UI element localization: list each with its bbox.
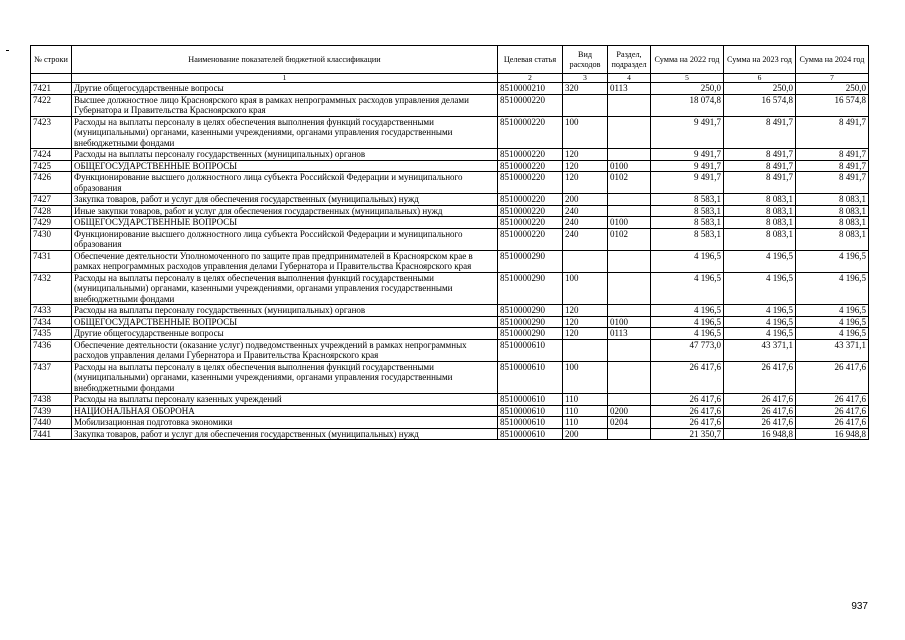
indicator-name: ОБЩЕГОСУДАРСТВЕННЫЕ ВОПРОСЫ — [72, 160, 498, 172]
row-number: 7431 — [31, 250, 72, 272]
section-code — [608, 272, 651, 305]
sum-2023: 4 196,5 — [724, 250, 796, 272]
section-code: 0102 — [608, 172, 651, 194]
row-number: 7423 — [31, 116, 72, 149]
sum-2022: 4 196,5 — [651, 272, 724, 305]
indicator-name: Функционирование высшего должностного лица субъекта Российской Федерации и муниципального образования — [72, 228, 498, 250]
row-number: 7434 — [31, 316, 72, 328]
expense-kind: 120 — [563, 305, 608, 317]
section-code — [608, 394, 651, 406]
sum-2024: 4 196,5 — [796, 316, 869, 328]
sum-2022: 4 196,5 — [651, 316, 724, 328]
row-number: 7429 — [31, 217, 72, 229]
expense-kind: 110 — [563, 417, 608, 429]
row-number: 7424 — [31, 149, 72, 161]
section-code: 0100 — [608, 316, 651, 328]
table-row — [31, 149, 869, 161]
row-number: 7422 — [31, 94, 72, 116]
sum-2024: 43 371,1 — [796, 339, 869, 361]
sum-2022: 9 491,7 — [651, 116, 724, 149]
indicator-name: Обеспечение деятельности Уполномоченного по защите прав предпринимателей в Красноярском крае в рамках непрограммных расходов управления делами Губернатора и Правительства Красноярского края — [72, 250, 498, 272]
section-code — [608, 339, 651, 361]
sum-2023: 26 417,6 — [724, 394, 796, 406]
sum-2023: 26 417,6 — [724, 361, 796, 394]
column-number: 1 — [72, 74, 498, 83]
indicator-name: Иные закупки товаров, работ и услуг для обеспечения государственных (муниципальных) нужд — [72, 205, 498, 217]
indicator-name: Расходы на выплаты персоналу государственных (муниципальных) органов — [72, 149, 498, 161]
sum-2022: 47 773,0 — [651, 339, 724, 361]
row-number: 7421 — [31, 83, 72, 95]
section-code: 0113 — [608, 328, 651, 340]
sum-2024: 16 948,8 — [796, 428, 869, 440]
target-article: 8510000290 — [498, 250, 563, 272]
target-article: 8510000220 — [498, 172, 563, 194]
table-row — [31, 172, 869, 194]
column-numbers-row — [31, 74, 869, 83]
row-number: 7432 — [31, 272, 72, 305]
indicator-name: Другие общегосударственные вопросы — [72, 328, 498, 340]
table-row — [31, 339, 869, 361]
expense-kind: 240 — [563, 205, 608, 217]
column-number — [31, 74, 72, 83]
expense-kind: 240 — [563, 217, 608, 229]
header-row — [31, 46, 869, 74]
sum-2022: 4 196,5 — [651, 250, 724, 272]
indicator-name: Мобилизационная подготовка экономики — [72, 417, 498, 429]
indicator-name: Обеспечение деятельности (оказание услуг) подведомственных учреждений в рамках непрограммных расходов управления делами Губернатора и Правительства Красноярского края — [72, 339, 498, 361]
indicator-name: Функционирование высшего должностного лица субъекта Российской Федерации и муниципального образования — [72, 172, 498, 194]
table-row — [31, 116, 869, 149]
target-article: 8510000290 — [498, 305, 563, 317]
table-row — [31, 194, 869, 206]
row-number: 7441 — [31, 428, 72, 440]
target-article: 8510000220 — [498, 205, 563, 217]
table-row — [31, 405, 869, 417]
column-number: 7 — [796, 74, 869, 83]
indicator-name: Расходы на выплаты персоналу государственных (муниципальных) органов — [72, 305, 498, 317]
target-article: 8510000610 — [498, 394, 563, 406]
sum-2022: 4 196,5 — [651, 328, 724, 340]
header-target: Целевая статья — [498, 46, 563, 74]
expense-kind: 200 — [563, 194, 608, 206]
sum-2022: 250,0 — [651, 83, 724, 95]
sum-2022: 18 074,8 — [651, 94, 724, 116]
indicator-name: Расходы на выплаты персоналу в целях обеспечения выполнения функций государственными (муниципальными) органами, казенными учреждениями, органами управления государственными внебюджетными фондами — [72, 361, 498, 394]
sum-2024: 26 417,6 — [796, 405, 869, 417]
sum-2023: 8 491,7 — [724, 160, 796, 172]
section-code — [608, 149, 651, 161]
target-article: 8510000220 — [498, 194, 563, 206]
column-number: 4 — [608, 74, 651, 83]
sum-2024: 16 574,8 — [796, 94, 869, 116]
sum-2023: 43 371,1 — [724, 339, 796, 361]
margin-mark — [6, 50, 9, 51]
section-code — [608, 205, 651, 217]
sum-2023: 4 196,5 — [724, 305, 796, 317]
header-sum-2024: Сумма на 2024 год — [796, 46, 869, 74]
header-sum-2022: Сумма на 2022 год — [651, 46, 724, 74]
sum-2023: 4 196,5 — [724, 272, 796, 305]
target-article: 8510000290 — [498, 316, 563, 328]
target-article: 8510000210 — [498, 83, 563, 95]
target-article: 8510000290 — [498, 272, 563, 305]
target-article: 8510000610 — [498, 339, 563, 361]
sum-2022: 8 583,1 — [651, 205, 724, 217]
row-number: 7440 — [31, 417, 72, 429]
row-number: 7426 — [31, 172, 72, 194]
sum-2023: 8 491,7 — [724, 116, 796, 149]
sum-2024: 4 196,5 — [796, 305, 869, 317]
row-number: 7439 — [31, 405, 72, 417]
expense-kind: 120 — [563, 149, 608, 161]
section-code — [608, 94, 651, 116]
sum-2022: 8 583,1 — [651, 228, 724, 250]
target-article: 8510000610 — [498, 361, 563, 394]
sum-2022: 21 350,7 — [651, 428, 724, 440]
expense-kind: 120 — [563, 172, 608, 194]
sum-2024: 8 083,1 — [796, 194, 869, 206]
indicator-name: НАЦИОНАЛЬНАЯ ОБОРОНА — [72, 405, 498, 417]
sum-2023: 4 196,5 — [724, 316, 796, 328]
target-article: 8510000290 — [498, 328, 563, 340]
sum-2023: 8 083,1 — [724, 217, 796, 229]
sum-2022: 9 491,7 — [651, 172, 724, 194]
table-row — [31, 361, 869, 394]
expense-kind — [563, 339, 608, 361]
target-article: 8510000220 — [498, 94, 563, 116]
sum-2024: 8 083,1 — [796, 228, 869, 250]
expense-kind: 320 — [563, 83, 608, 95]
sum-2024: 8 491,7 — [796, 149, 869, 161]
table-row — [31, 305, 869, 317]
row-number: 7430 — [31, 228, 72, 250]
indicator-name: Высшее должностное лицо Красноярского края в рамках непрограммных расходов управления делами Губернатора и Правительства Красноярского края — [72, 94, 498, 116]
expense-kind: 100 — [563, 116, 608, 149]
sum-2024: 26 417,6 — [796, 361, 869, 394]
target-article: 8510000610 — [498, 428, 563, 440]
expense-kind — [563, 250, 608, 272]
sum-2023: 8 491,7 — [724, 149, 796, 161]
sum-2023: 16 948,8 — [724, 428, 796, 440]
table-row — [31, 328, 869, 340]
sum-2023: 4 196,5 — [724, 328, 796, 340]
table-row — [31, 316, 869, 328]
indicator-name: Расходы на выплаты персоналу казенных учреждений — [72, 394, 498, 406]
expense-kind: 120 — [563, 328, 608, 340]
column-number: 6 — [724, 74, 796, 83]
sum-2022: 26 417,6 — [651, 417, 724, 429]
indicator-name: Закупка товаров, работ и услуг для обеспечения государственных (муниципальных) нужд — [72, 194, 498, 206]
sum-2024: 8 491,7 — [796, 116, 869, 149]
row-number: 7428 — [31, 205, 72, 217]
sum-2024: 4 196,5 — [796, 250, 869, 272]
sum-2023: 8 083,1 — [724, 205, 796, 217]
sum-2023: 26 417,6 — [724, 405, 796, 417]
section-code: 0102 — [608, 228, 651, 250]
row-number: 7438 — [31, 394, 72, 406]
header-kind: Вид расходов — [563, 46, 608, 74]
indicator-name: Расходы на выплаты персоналу в целях обеспечения выполнения функций государственными (муниципальными) органами, казенными учреждениями, органами управления государственными внебюджетными фондами — [72, 272, 498, 305]
expense-kind: 200 — [563, 428, 608, 440]
table-row — [31, 272, 869, 305]
indicator-name: ОБЩЕГОСУДАРСТВЕННЫЕ ВОПРОСЫ — [72, 316, 498, 328]
column-number: 2 — [498, 74, 563, 83]
expense-kind: 240 — [563, 228, 608, 250]
sum-2022: 9 491,7 — [651, 160, 724, 172]
expense-kind: 120 — [563, 316, 608, 328]
column-number: 3 — [563, 74, 608, 83]
section-code: 0200 — [608, 405, 651, 417]
budget-table — [30, 45, 869, 440]
sum-2022: 26 417,6 — [651, 405, 724, 417]
table-row — [31, 250, 869, 272]
sum-2024: 8 083,1 — [796, 205, 869, 217]
sum-2024: 4 196,5 — [796, 272, 869, 305]
sum-2023: 16 574,8 — [724, 94, 796, 116]
indicator-name: Расходы на выплаты персоналу в целях обеспечения выполнения функций государственными (муниципальными) органами, казенными учреждениями, органами управления государственными внебюджетными фондами — [72, 116, 498, 149]
sum-2024: 8 491,7 — [796, 160, 869, 172]
sum-2023: 8 083,1 — [724, 228, 796, 250]
indicator-name: Закупка товаров, работ и услуг для обеспечения государственных (муниципальных) нужд — [72, 428, 498, 440]
target-article: 8510000220 — [498, 116, 563, 149]
table-row — [31, 228, 869, 250]
section-code: 0113 — [608, 83, 651, 95]
section-code — [608, 250, 651, 272]
sum-2022: 9 491,7 — [651, 149, 724, 161]
row-number: 7425 — [31, 160, 72, 172]
page-number: 937 — [851, 601, 868, 612]
row-number: 7436 — [31, 339, 72, 361]
expense-kind: 110 — [563, 394, 608, 406]
sum-2023: 250,0 — [724, 83, 796, 95]
table-row — [31, 428, 869, 440]
table-body — [31, 83, 869, 440]
section-code — [608, 305, 651, 317]
expense-kind: 100 — [563, 361, 608, 394]
section-code — [608, 194, 651, 206]
expense-kind: 110 — [563, 405, 608, 417]
target-article: 8510000220 — [498, 228, 563, 250]
target-article: 8510000610 — [498, 405, 563, 417]
sum-2024: 4 196,5 — [796, 328, 869, 340]
sum-2024: 250,0 — [796, 83, 869, 95]
expense-kind — [563, 94, 608, 116]
sum-2022: 26 417,6 — [651, 394, 724, 406]
sum-2023: 8 083,1 — [724, 194, 796, 206]
section-code: 0100 — [608, 160, 651, 172]
header-no: № строки — [31, 46, 72, 74]
sum-2023: 8 491,7 — [724, 172, 796, 194]
table-row — [31, 94, 869, 116]
row-number: 7437 — [31, 361, 72, 394]
header-name: Наименование показателей бюджетной классификации — [72, 46, 498, 74]
section-code: 0204 — [608, 417, 651, 429]
target-article: 8510000610 — [498, 417, 563, 429]
section-code: 0100 — [608, 217, 651, 229]
table-row — [31, 160, 869, 172]
table-row — [31, 83, 869, 95]
section-code — [608, 116, 651, 149]
indicator-name: Другие общегосударственные вопросы — [72, 83, 498, 95]
section-code — [608, 361, 651, 394]
sum-2023: 26 417,6 — [724, 417, 796, 429]
row-number: 7433 — [31, 305, 72, 317]
header-sum-2023: Сумма на 2023 год — [724, 46, 796, 74]
target-article: 8510000220 — [498, 160, 563, 172]
sum-2024: 26 417,6 — [796, 417, 869, 429]
sum-2024: 8 083,1 — [796, 217, 869, 229]
expense-kind: 100 — [563, 272, 608, 305]
sum-2022: 4 196,5 — [651, 305, 724, 317]
sum-2022: 8 583,1 — [651, 217, 724, 229]
sum-2022: 26 417,6 — [651, 361, 724, 394]
row-number: 7427 — [31, 194, 72, 206]
table-row — [31, 217, 869, 229]
table-row — [31, 417, 869, 429]
sum-2024: 8 491,7 — [796, 172, 869, 194]
sum-2022: 8 583,1 — [651, 194, 724, 206]
indicator-name: ОБЩЕГОСУДАРСТВЕННЫЕ ВОПРОСЫ — [72, 217, 498, 229]
table-row — [31, 205, 869, 217]
sum-2024: 26 417,6 — [796, 394, 869, 406]
target-article: 8510000220 — [498, 217, 563, 229]
row-number: 7435 — [31, 328, 72, 340]
section-code — [608, 428, 651, 440]
header-section: Раздел, подраздел — [608, 46, 651, 74]
expense-kind: 120 — [563, 160, 608, 172]
target-article: 8510000220 — [498, 149, 563, 161]
table-row — [31, 394, 869, 406]
column-number: 5 — [651, 74, 724, 83]
